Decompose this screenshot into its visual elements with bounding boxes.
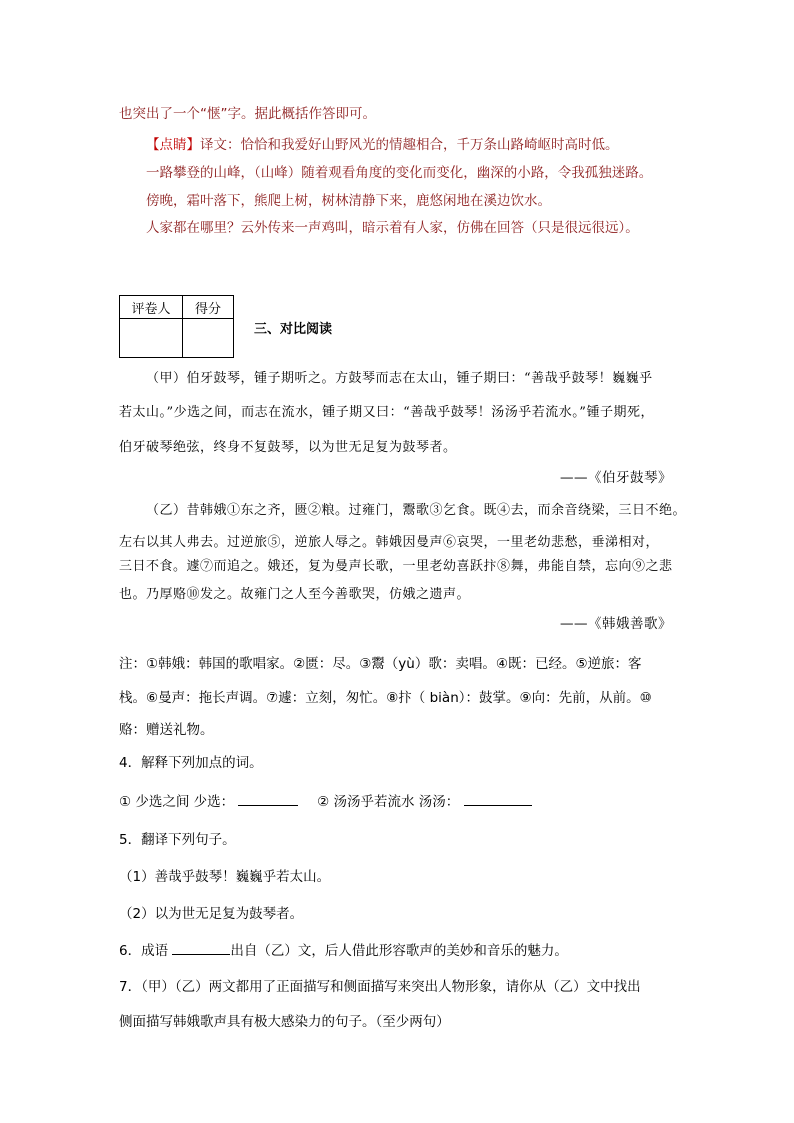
- text-b-line-4: 也。乃厚赂⑩发之。故雍门之人至今善歌哭，仿娥之遗声。: [119, 587, 471, 602]
- text-b-line-2: 左右以其人弗去。过逆旅⑤，逆旅人辱之。韩娥因曼声⑥哀哭，一里老幼悲愁，垂涕相对，: [119, 535, 660, 550]
- question-7-line-2: 侧面描写韩娥歌声具有极大感染力的句子。（至少两句）: [119, 1014, 450, 1030]
- analysis-line-4: 傍晚，霜叶落下，熊爬上树，树林清静下来，鹿悠闲地在溪边饮水。: [146, 193, 551, 209]
- text-a-line-3: 伯牙破琴绝弦，终身不复鼓琴，以为世无足复为鼓琴者。: [119, 440, 457, 455]
- text-a-source: ——《伯牙鼓琴》: [560, 470, 672, 486]
- q6-suffix: 出自（乙）文，后人借此形容歌声的美妙和音乐的魅力。: [230, 943, 568, 959]
- score-label: 得分: [183, 296, 234, 319]
- question-5: 5．翻译下列句子。: [119, 832, 236, 848]
- question-7-line-1: 7．（甲）（乙）两文都用了正面描写和侧面描写来突出人物形象，请你从（乙）文中找出: [119, 979, 641, 995]
- analysis-line-3: 一路攀登的山峰，（山峰）随着观看角度的变化而变化，幽深的小路，令我孤独迷路。: [146, 165, 653, 181]
- notes-line-3: 赂：赠送礼物。: [119, 722, 214, 738]
- comment-label: 【点睛】: [146, 137, 200, 153]
- analysis-line-1: 也突出了一个“惬”字。据此概括作答即可。: [119, 106, 376, 122]
- notes-line-1: 注：①韩娥：韩国的歌唱家。②匮：尽。③鬻（yù）歌：卖唱。④既：已经。⑤逆旅：客: [119, 656, 642, 672]
- q6-prefix: 6．成语: [119, 943, 169, 959]
- question-5-sentence-2: （2）以为世无足复为鼓琴者。: [119, 906, 304, 922]
- q6-answer-blank[interactable]: [172, 940, 230, 955]
- q4-answer-b-blank[interactable]: [464, 791, 532, 806]
- question-4-items: [119, 790, 532, 810]
- text-b-line-1: （乙）昔韩娥①东之齐，匮②粮。过雍门，鬻歌③乞食。既④去，而余音绕梁，三日不绝。: [146, 503, 687, 518]
- question-5-sentence-1: （1）善哉乎鼓琴！巍巍乎若太山。: [119, 869, 331, 885]
- text-b-line-3: 三日不食。遽⑦而追之。娥还，复为曼声长歌，一里老幼喜跃抃⑧舞，弗能自禁，忘向⑨之悲: [119, 559, 673, 574]
- score-box: [119, 295, 234, 358]
- q4-answer-a-blank[interactable]: [238, 791, 298, 806]
- text-a-line-1: （甲）伯牙鼓琴，锺子期听之。方鼓琴而志在太山，锺子期曰：“善哉乎鼓琴！巍巍乎: [146, 371, 653, 386]
- translation-text: 译文：恰恰和我爱好山野风光的情趣相合，千万条山路崎岖时高时低。: [200, 137, 619, 153]
- grader-cell[interactable]: [120, 319, 183, 358]
- q4-item-b: ② 汤汤乎若流水 汤汤：: [317, 794, 460, 810]
- question-6: [119, 939, 568, 959]
- analysis-line-2: [146, 133, 619, 153]
- section-title: 三、对比阅读: [254, 322, 333, 337]
- text-b-source: ——《韩娥善歌》: [560, 616, 672, 632]
- grader-label: 评卷人: [120, 296, 183, 319]
- notes-line-2: 栈。⑥曼声：拖长声调。⑦遽：立刻，匆忙。⑧抃（ biàn）：鼓掌。⑨向：先前，从前。⑩: [119, 690, 652, 706]
- q4-item-a: ① 少选之间 少选：: [119, 794, 235, 810]
- text-a-line-2: 若太山。”少选之间，而志在流水，锺子期又曰：“善哉乎鼓琴！汤汤乎若流水。”锺子期死，: [119, 405, 654, 420]
- score-cell[interactable]: [183, 319, 234, 358]
- analysis-line-5: 人家都在哪里？云外传来一声鸡叫，暗示着有人家，仿佛在回答（只是很远很远）。: [146, 220, 639, 236]
- question-4: 4．解释下列加点的词。: [119, 755, 263, 771]
